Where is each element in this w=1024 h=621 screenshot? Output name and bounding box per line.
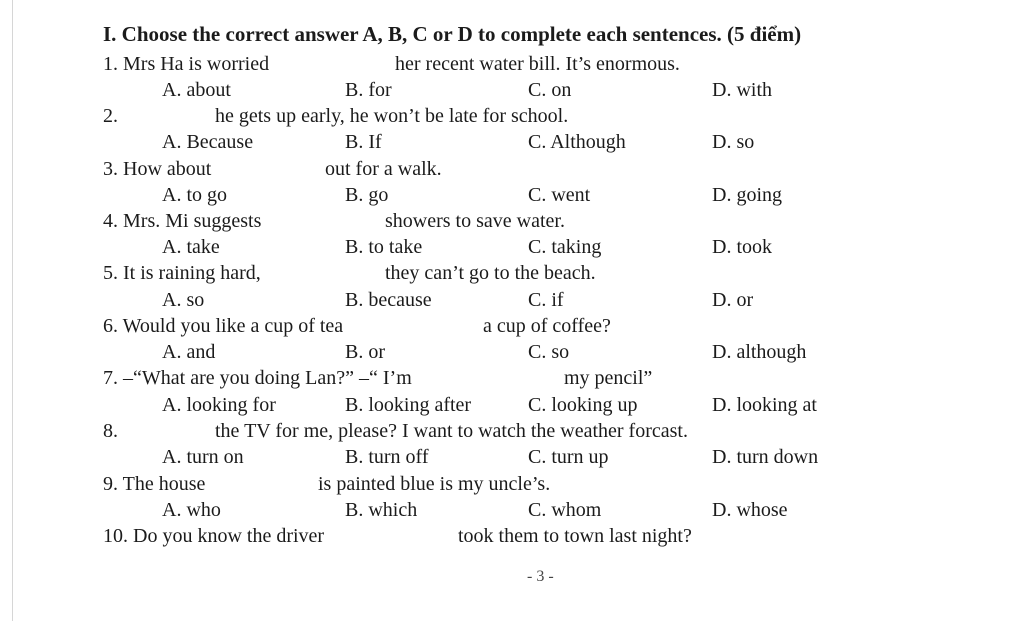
question-10-stem: 10. Do you know the driver bbox=[103, 525, 325, 547]
q5-option-b: B. because bbox=[345, 289, 432, 311]
q8-option-d: D. turn down bbox=[712, 446, 819, 468]
question-5-continuation: they can’t go to the beach. bbox=[385, 262, 596, 284]
question-9-stem: 9. The house bbox=[103, 473, 206, 495]
q2-option-b: B. If bbox=[345, 131, 382, 153]
q3-option-c: C. went bbox=[528, 184, 591, 206]
question-8-stem: 8. bbox=[103, 420, 118, 442]
q8-option-b: B. turn off bbox=[345, 446, 429, 468]
q8-option-c: C. turn up bbox=[528, 446, 609, 468]
q4-option-b: B. to take bbox=[345, 236, 423, 258]
section-heading: I. Choose the correct answer A, B, C or D to complete each sentences. (5 điểm) bbox=[103, 22, 802, 46]
q3-option-d: D. going bbox=[712, 184, 782, 206]
question-10-continuation: took them to town last night? bbox=[458, 525, 692, 547]
q3-option-a: A. to go bbox=[162, 184, 227, 206]
q7-option-a: A. looking for bbox=[162, 394, 276, 416]
q7-option-b: B. looking after bbox=[345, 394, 472, 416]
q4-option-d: D. took bbox=[712, 236, 772, 258]
q5-option-a: A. so bbox=[162, 289, 205, 311]
q2-option-d: D. so bbox=[712, 131, 755, 153]
question-3-continuation: out for a walk. bbox=[325, 158, 442, 180]
q1-option-a: A. about bbox=[162, 79, 231, 101]
q6-option-b: B. or bbox=[345, 341, 385, 363]
q9-option-b: B. which bbox=[345, 499, 418, 521]
q4-option-c: C. taking bbox=[528, 236, 602, 258]
page-edge bbox=[12, 0, 13, 621]
q6-option-d: D. although bbox=[712, 341, 807, 363]
q5-option-c: C. if bbox=[528, 289, 564, 311]
question-9-continuation: is painted blue is my uncle’s. bbox=[318, 473, 551, 495]
q9-option-a: A. who bbox=[162, 499, 221, 521]
question-1-continuation: her recent water bill. It’s enormous. bbox=[395, 53, 680, 75]
q7-option-c: C. looking up bbox=[528, 394, 638, 416]
question-7-continuation: my pencil” bbox=[564, 367, 653, 389]
q9-option-c: C. whom bbox=[528, 499, 602, 521]
q7-option-d: D. looking at bbox=[712, 394, 817, 416]
q6-option-c: C. so bbox=[528, 341, 570, 363]
q2-option-c: C. Although bbox=[528, 131, 626, 153]
question-1-stem: 1. Mrs Ha is worried bbox=[103, 53, 270, 75]
question-8-continuation: the TV for me, please? I want to watch the weather forcast. bbox=[215, 420, 688, 442]
question-4-stem: 4. Mrs. Mi suggests bbox=[103, 210, 262, 232]
question-6-continuation: a cup of coffee? bbox=[483, 315, 611, 337]
q3-option-b: B. go bbox=[345, 184, 389, 206]
question-6-stem: 6. Would you like a cup of tea bbox=[103, 315, 344, 337]
question-4-continuation: showers to save water. bbox=[385, 210, 565, 232]
question-5-stem: 5. It is raining hard, bbox=[103, 262, 261, 284]
question-3-stem: 3. How about bbox=[103, 158, 212, 180]
question-7-stem: 7. –“What are you doing Lan?” –“ I’m bbox=[103, 367, 412, 389]
page-number: - 3 - bbox=[527, 568, 554, 585]
q1-option-d: D. with bbox=[712, 79, 772, 101]
q1-option-c: C. on bbox=[528, 79, 572, 101]
q8-option-a: A. turn on bbox=[162, 446, 244, 468]
q4-option-a: A. take bbox=[162, 236, 220, 258]
q1-option-b: B. for bbox=[345, 79, 392, 101]
question-2-stem: 2. bbox=[103, 105, 118, 127]
q6-option-a: A. and bbox=[162, 341, 216, 363]
q5-option-d: D. or bbox=[712, 289, 754, 311]
q2-option-a: A. Because bbox=[162, 131, 254, 153]
q9-option-d: D. whose bbox=[712, 499, 788, 521]
question-2-continuation: he gets up early, he won’t be late for school. bbox=[215, 105, 569, 127]
